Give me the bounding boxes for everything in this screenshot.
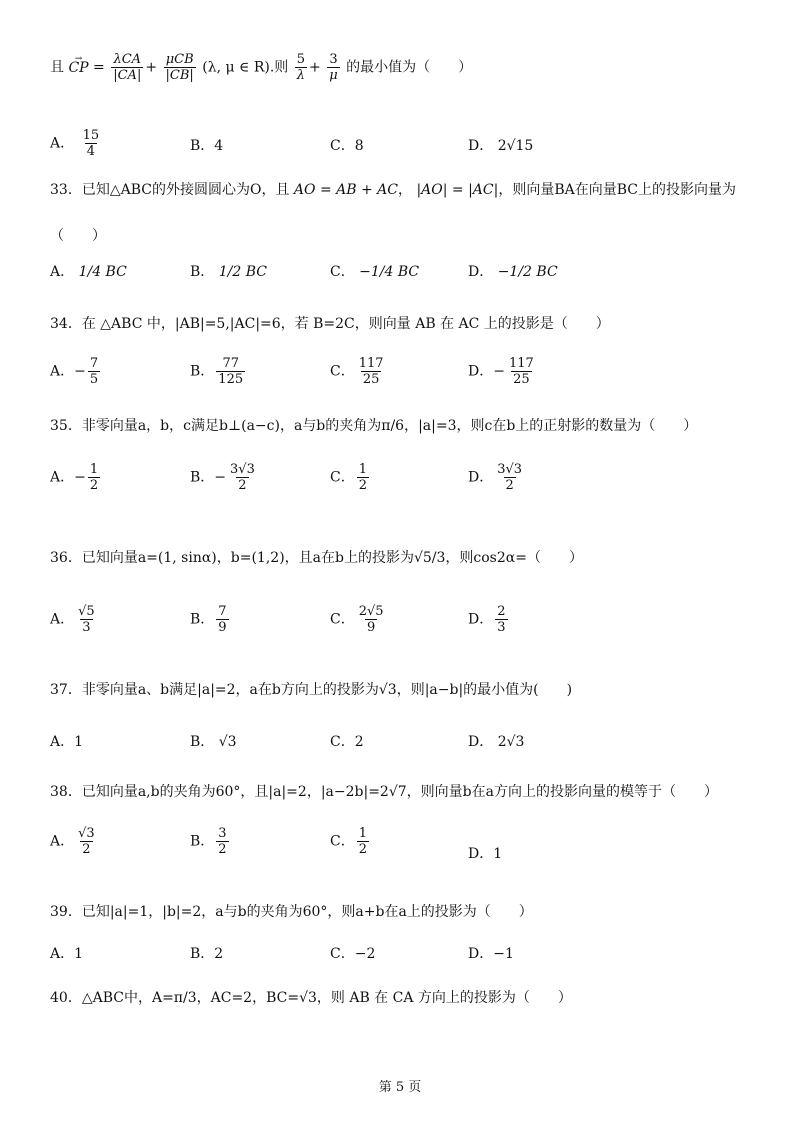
q38-option-d[interactable]: D．1 [468, 846, 503, 862]
q39-option-a[interactable]: A．1 [50, 946, 84, 962]
q40-stem: 40．△ABC中，A=π/3，AC=2，BC=√3，则 AB 在 CA 方向上的投影为（ ） [50, 990, 572, 1006]
q34-stem: 34．在 △ABC 中，|AB|=5,|AC|=6，若 B=2C，则向量 AB 在 AC 上的投影是（ ） [50, 316, 610, 332]
q39-option-b[interactable]: B．2 [190, 946, 224, 962]
q33-paren: （ ） [50, 228, 106, 244]
q33-option-b[interactable]: B． 1/2 BC [190, 264, 267, 280]
q33-stem: 33．已知△ABC的外接圆圆心为O，且 AO = AB + AC， |AO| = |AC|，则向量BA在向量BC上的投影向量为 [50, 182, 737, 198]
q39-option-d[interactable]: D．−1 [468, 946, 514, 962]
q34-option-b[interactable]: B． $\frac{77}{125}$ [190, 356, 244, 387]
q33-option-d[interactable]: D． −1/2 BC [468, 264, 558, 280]
q37-option-c[interactable]: C．2 [330, 734, 364, 750]
q36-option-c[interactable]: C． $\frac{2√5}{9}$ [330, 604, 384, 635]
q38-stem: 38．已知向量a,b的夹角为60°，且|a|=2，|a−2b|=2√7，则向量b在a方向上的投影向量的模等于（ ） [50, 784, 718, 800]
q36-option-d[interactable]: D． $\frac{2}{3}$ [468, 604, 506, 635]
q39-option-c[interactable]: C．−2 [330, 946, 376, 962]
q35-stem: 35．非零向量a，b，c满足b⊥(a−c)，a与b的夹角为π/6，|a|=3，则c在b上的正射影的数量为（ ） [50, 418, 698, 434]
q32-option-b[interactable]: B．4 [190, 138, 224, 154]
q36-stem: 36．已知向量a=(1, sinα)，b=(1,2)，且a在b上的投影为√5/3，则cos2α=（ ） [50, 550, 583, 566]
q34-option-c[interactable]: C． $\frac{117}{25}$ [330, 356, 384, 387]
q34-option-d[interactable]: D．− $\frac{117}{25}$ [468, 356, 534, 387]
q35-option-c[interactable]: C． $\frac{1}{2}$ [330, 462, 367, 493]
q37-option-a[interactable]: A．1 [50, 734, 84, 750]
q32-option-d[interactable]: D． 2√15 [468, 138, 534, 154]
q35-option-d[interactable]: D． $\frac{3√3}{2}$ [468, 462, 523, 493]
q32-stem: 且 → CP = $\frac{\text{λCA}}{|CA|}$ + $\frac{\text{μCB}}{|CB|}$ (λ, μ ∈ R).则 $\frac{5}{\lambda}$ + $\frac{3}{\mu}$ 的最小值为（ ） [50, 52, 472, 83]
q36-option-a[interactable]: A． $\frac{√5}{3}$ [50, 604, 95, 635]
q38-option-a[interactable]: A． $\frac{√3}{2}$ [50, 826, 95, 857]
page-number: 第 5 页 [378, 1080, 422, 1095]
q34-option-a[interactable]: A．− $\frac{7}{5}$ [50, 356, 99, 387]
q38-option-b[interactable]: B． $\frac{3}{2}$ [190, 826, 227, 857]
q36-option-b[interactable]: B． $\frac{7}{9}$ [190, 604, 227, 635]
q37-option-d[interactable]: D． 2√3 [468, 734, 525, 750]
q33-option-a[interactable]: A． 1/4 BC [50, 264, 127, 280]
q32-option-a[interactable]: A． $\frac{15}{4}$ [50, 128, 100, 159]
q39-stem: 39．已知|a|=1，|b|=2，a与b的夹角为60°，则a+b在a上的投影为（ ） [50, 904, 533, 920]
q35-option-a[interactable]: A．− $\frac{1}{2}$ [50, 462, 99, 493]
q32-option-c[interactable]: C．8 [330, 138, 364, 154]
q38-option-c[interactable]: C． $\frac{1}{2}$ [330, 826, 367, 857]
q35-option-b[interactable]: B．− $\frac{3√3}{2}$ [190, 462, 255, 493]
q37-stem: 37．非零向量a、b满足|a|=2，a在b方向上的投影为√3，则|a−b|的最小值为( ) [50, 682, 573, 698]
q33-option-c[interactable]: C． −1/4 BC [330, 264, 420, 280]
q37-option-b[interactable]: B． √3 [190, 734, 237, 750]
